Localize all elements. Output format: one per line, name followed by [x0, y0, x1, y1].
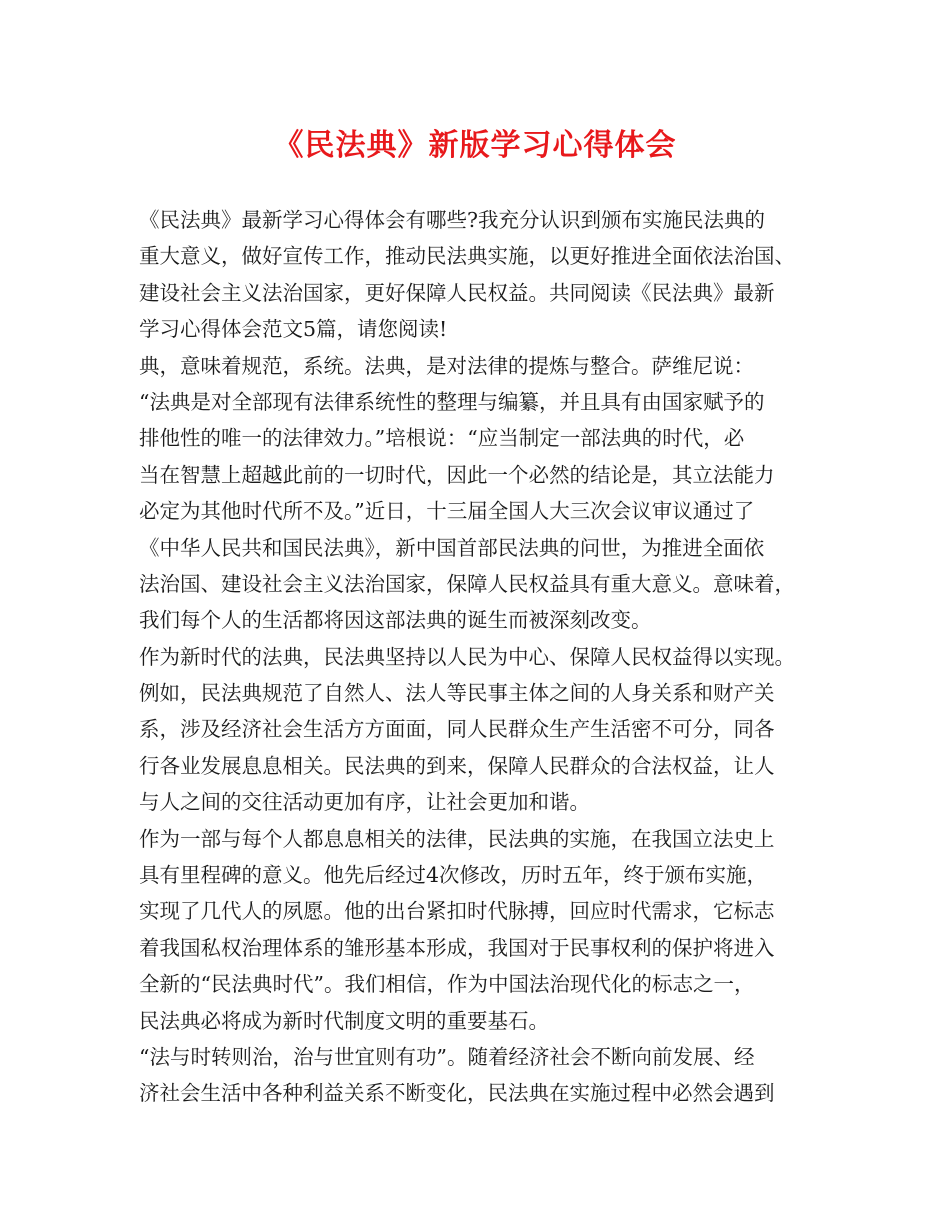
text-line: 我们每个人的生活都将因这部法典的诞生而被深刻改变。: [139, 608, 652, 633]
text-line: 作为新时代的法典，民法典坚持以人民为中心、保障人民权益得以实现。: [139, 644, 795, 669]
text-line: 当在智慧上超越此前的一切时代，因此一个必然的结论是，其立法能力: [139, 462, 775, 487]
text-line: 《民法典》最新学习心得体会有哪些?我充分认识到颁布实施民法典的: [139, 208, 765, 232]
text-line: “法典是对全部现有法律系统性的整理与编纂，并且具有由国家赋予的: [139, 389, 765, 414]
text-line: 排他性的唯一的法律效力。”培根说：“应当制定一部法典的时代，必: [139, 426, 745, 451]
text-line: 重大意义，做好宣传工作，推动民法典实施，以更好推进全面依法治国、: [139, 244, 795, 269]
text-line: 典，意味着规范，系统。法典，是对法律的提炼与整合。萨维尼说：: [139, 353, 754, 378]
text-line: 系，涉及经济社会生活方方面面，同人民群众生产生活密不可分，同各: [139, 717, 775, 742]
text-line: “法与时转则治，治与世宜则有功”。随着经济社会不断向前发展、经: [139, 1044, 755, 1069]
text-line: 济社会生活中各种利益关系不断变化，民法典在实施过程中必然会遇到: [139, 1081, 775, 1106]
text-line: 作为一部与每个人都息息相关的法律，民法典的实施，在我国立法史上: [139, 826, 775, 851]
text-line: 民法典必将成为新时代制度文明的重要基石。: [139, 1008, 549, 1033]
text-line: 建设社会主义法治国家，更好保障人民权益。共同阅读《民法典》最新: [139, 280, 775, 305]
document-body: [139, 202, 829, 1112]
text-line: 法治国、建设社会主义法治国家，保障人民权益具有重大意义。意味着，: [139, 571, 795, 596]
text-line: 全新的“民法典时代”。我们相信，作为中国法治现代化的标志之一，: [139, 972, 755, 997]
text-line: 《中华人民共和国民法典》，新中国首部民法典的问世，为推进全面依: [139, 535, 765, 560]
text-line: 着我国私权治理体系的雏形基本形成，我国对于民事权利的保护将进入: [139, 935, 775, 960]
text-line: 与人之间的交往活动更加有序，让社会更加和谐。: [139, 790, 590, 815]
text-line: 具有里程碑的意义。他先后经过4次修改，历时五年，终于颁布实施，: [139, 863, 768, 888]
text-line: 例如，民法典规范了自然人、法人等民事主体之间的人身关系和财产关: [139, 681, 775, 706]
page-title: 《民法典》新版学习心得体会: [273, 128, 677, 163]
text-line: 行各业发展息息相关。民法典的到来，保障人民群众的合法权益，让人: [139, 753, 775, 778]
text-line: 学习心得体会范文5篇，请您阅读!: [139, 317, 448, 342]
text-line: 必定为其他时代所不及。”近日，十三届全国人大三次会议审议通过了: [139, 499, 755, 524]
text-line: 实现了几代人的夙愿。他的出台紧扣时代脉搏，回应时代需求，它标志: [139, 899, 775, 924]
